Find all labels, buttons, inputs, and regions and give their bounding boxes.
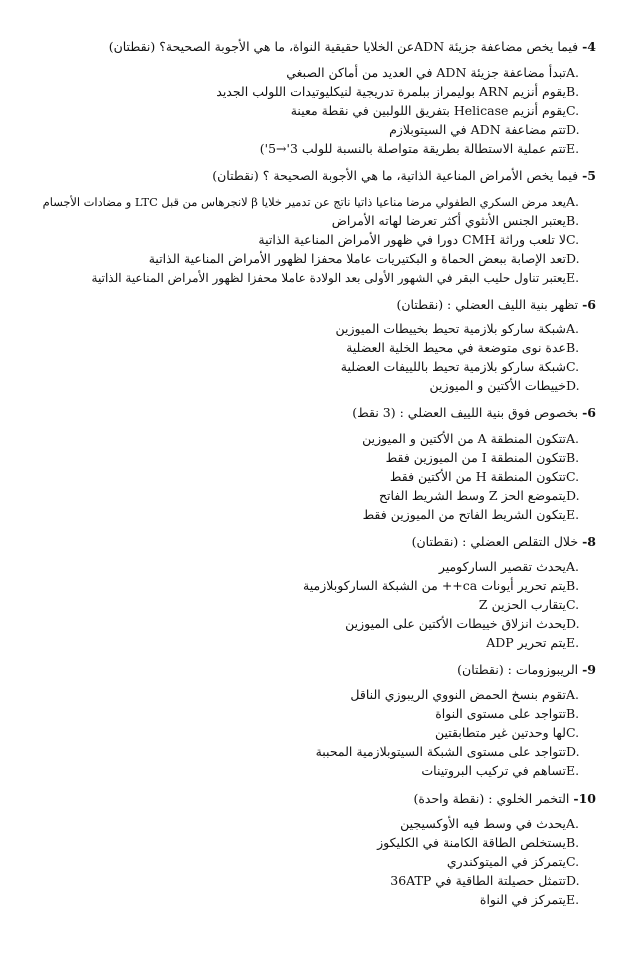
option-a[interactable] <box>42 193 580 211</box>
question-text: فيما يخص مضاعفة جزيئة ADNعن الخلايا حقيقية النواة، ما هي الأجوبة الصحيحة؟ (نقطتان) <box>108 39 579 54</box>
option-a[interactable] <box>335 320 580 338</box>
option-b[interactable] <box>385 449 580 467</box>
option-text: خييطات الأكتين و الميوزين <box>429 378 566 393</box>
option-letter: B. <box>566 450 580 465</box>
question-title <box>412 533 596 551</box>
option-d[interactable] <box>378 487 580 505</box>
option-c[interactable] <box>258 231 580 249</box>
option-text: عدة نوى متوضعة في محيط الخلية العضلية <box>346 340 566 355</box>
option-text: يتم تحرير أيونات ca++ من الشبكة الساركوبلازمية <box>303 578 566 593</box>
question-number: 9- <box>582 662 596 677</box>
option-text: تتم مضاعفة ADN في السيتوبلازم <box>389 122 566 137</box>
option-letter: B. <box>566 213 580 228</box>
option-b[interactable] <box>216 83 580 101</box>
option-letter: E. <box>566 270 580 285</box>
option-a[interactable] <box>362 430 580 448</box>
option-letter: A. <box>566 194 580 209</box>
option-e[interactable] <box>259 140 580 158</box>
option-d[interactable] <box>389 121 580 139</box>
question-title <box>212 167 596 185</box>
option-a[interactable] <box>438 558 580 576</box>
option-text: تتكون المنطقة A من الأكتين و الميوزين <box>362 431 566 446</box>
option-letter: C. <box>566 854 580 869</box>
option-letter: C. <box>566 359 580 374</box>
option-text: يحدث تقصير الساركومير <box>438 559 566 574</box>
question-text: التخمر الخلوي : (نقطة واحدة) <box>413 791 570 806</box>
option-text: يعتبر الجنس الأنثوي أكثر تعرضا لهاته الأمراض <box>331 213 566 228</box>
option-letter: C. <box>566 469 580 484</box>
option-c[interactable] <box>290 102 580 120</box>
option-text: يتم تحرير ADP <box>486 635 566 650</box>
option-letter: B. <box>566 84 580 99</box>
option-text: تقوم بنسخ الحمض النووي الريبوزي الناقل <box>350 687 566 702</box>
question-number: 4- <box>582 39 596 54</box>
option-letter: A. <box>566 559 580 574</box>
option-letter: C. <box>566 232 580 247</box>
option-text: تعد الإصابة ببعض الحماة و البكتيريات عاملا محفزا لظهور الأمراض المناعية الذاتية <box>148 251 566 266</box>
option-text: لها وحدتين غير متطابقتين <box>435 725 566 740</box>
option-letter: C. <box>566 103 580 118</box>
question-title <box>457 661 596 679</box>
question-number: 6- <box>582 405 596 420</box>
option-letter: A. <box>566 431 580 446</box>
option-text: شبكة ساركو بلازمية تحيط باللييفات العضلية <box>340 359 566 374</box>
option-c[interactable] <box>340 358 580 376</box>
option-text: يتكون الشريط الفاتح من الميوزين فقط <box>362 507 566 522</box>
option-letter: D. <box>566 122 580 137</box>
option-a[interactable] <box>400 815 580 833</box>
option-letter: C. <box>566 597 580 612</box>
option-text: شبكة ساركو بلازمية تحيط بخييطات الميوزين <box>335 321 566 336</box>
option-a[interactable] <box>350 686 580 704</box>
option-c[interactable] <box>446 853 580 871</box>
option-letter: D. <box>566 378 580 393</box>
question-number: 8- <box>582 534 596 549</box>
question-title <box>397 296 597 314</box>
option-letter: D. <box>566 744 580 759</box>
option-text: يتمركز في الميتوكندري <box>446 854 566 869</box>
option-text: يحدث في وسط فيه الأوكسيجين <box>400 816 566 831</box>
option-letter: D. <box>566 251 580 266</box>
option-b[interactable] <box>377 834 580 852</box>
option-letter: B. <box>566 706 580 721</box>
option-b[interactable] <box>303 577 580 595</box>
option-e[interactable] <box>91 269 580 287</box>
option-text: يحدث انزلاق خييطات الأكتين على الميوزين <box>345 616 566 631</box>
option-text: يقوم أنزيم Helicase بتفريق اللولبين في نقطة معينة <box>290 103 566 118</box>
option-text: يعتبر تناول حليب البقر في الشهور الأولى بعد الولادة عاملا محفزا لظهور الأمراض المناعية الذاتية <box>91 271 566 285</box>
question-title <box>413 790 596 808</box>
option-text: تتكون المنطقة H من الأكتين فقط <box>389 469 566 484</box>
question-text: بخصوص فوق بنية اللييف العضلي : (3 نقط) <box>352 405 579 420</box>
option-letter: E. <box>566 892 580 907</box>
option-e[interactable] <box>421 762 580 780</box>
option-text: لا تلعب وراثة CMH دورا في ظهور الأمراض المناعية الذاتية <box>258 232 566 247</box>
question-title <box>109 38 596 56</box>
option-letter: E. <box>566 507 580 522</box>
option-c[interactable] <box>478 596 580 614</box>
option-b[interactable] <box>331 212 580 230</box>
option-d[interactable] <box>148 250 580 268</box>
option-b[interactable] <box>346 339 580 357</box>
option-text: تتكون المنطقة I من الميوزين فقط <box>385 450 566 465</box>
option-text: تتم عملية الاستطالة بطريقة متواصلة بالنسبة للولب 3'→5') <box>259 141 566 156</box>
option-text: تتواجد على مستوى الشبكة السيتوبلازمية المحببة <box>315 744 566 759</box>
option-letter: C. <box>566 725 580 740</box>
option-text: يعد مرض السكري الطفولي مرضا مناعيا ذاتيا ناتج عن تدمير خلايا β لانجرهاس من قبل LTC و مضادات الأجسام <box>42 195 566 209</box>
question-number: 6- <box>582 297 596 312</box>
option-text: تتواجد على مستوى النواة <box>435 706 566 721</box>
option-e[interactable] <box>479 891 580 909</box>
question-number: 5- <box>582 168 596 183</box>
option-letter: A. <box>566 65 580 80</box>
option-letter: E. <box>566 141 580 156</box>
option-letter: A. <box>566 816 580 831</box>
question-text: فيما يخص الأمراض المناعية الذاتية، ما هي الأجوبة الصحيحة ؟ (نقطتان) <box>212 168 579 183</box>
option-text: يقوم أنزيم ARN بوليمراز ببلمرة تدريجية لنيكليوتيدات اللولب الجديد <box>216 84 566 99</box>
option-letter: E. <box>566 635 580 650</box>
option-e[interactable] <box>486 634 580 652</box>
option-d[interactable] <box>429 377 580 395</box>
option-text: يستخلص الطاقة الكامنة في الكليكوز <box>377 835 566 850</box>
question-text: خلال التقلص العضلي : (نقطتان) <box>411 534 579 549</box>
option-b[interactable] <box>435 705 580 723</box>
option-letter: B. <box>566 578 580 593</box>
option-c[interactable] <box>389 468 580 486</box>
option-a[interactable] <box>286 64 580 82</box>
option-text: يتمركز في النواة <box>479 892 566 907</box>
option-letter: D. <box>566 616 580 631</box>
option-text: تبدأ مضاعفة جزيئة ADN في العديد من أماكن الصبغي <box>286 65 566 80</box>
option-letter: A. <box>566 321 580 336</box>
option-text: يتقارب الحزين Z <box>478 597 566 612</box>
question-number: 10- <box>573 791 596 806</box>
option-text: تتمثل حصيلتة الطاقية في 36ATP <box>390 873 566 888</box>
option-d[interactable] <box>390 872 580 890</box>
question-text: الريبوزومات : (نقطتان) <box>457 662 579 677</box>
option-text: يتموضع الحز Z وسط الشريط الفاتح <box>378 488 566 503</box>
option-letter: D. <box>566 488 580 503</box>
option-d[interactable] <box>345 615 580 633</box>
option-letter: B. <box>566 835 580 850</box>
option-letter: D. <box>566 873 580 888</box>
option-c[interactable] <box>435 724 580 742</box>
option-letter: E. <box>566 763 580 778</box>
question-title <box>352 404 596 422</box>
option-e[interactable] <box>362 506 580 524</box>
option-d[interactable] <box>315 743 580 761</box>
question-text: تظهر بنية الليف العضلي : (نقطتان) <box>396 297 579 312</box>
option-letter: A. <box>566 687 580 702</box>
option-text: تساهم في تركيب البروتينات <box>421 763 566 778</box>
option-letter: B. <box>566 340 580 355</box>
